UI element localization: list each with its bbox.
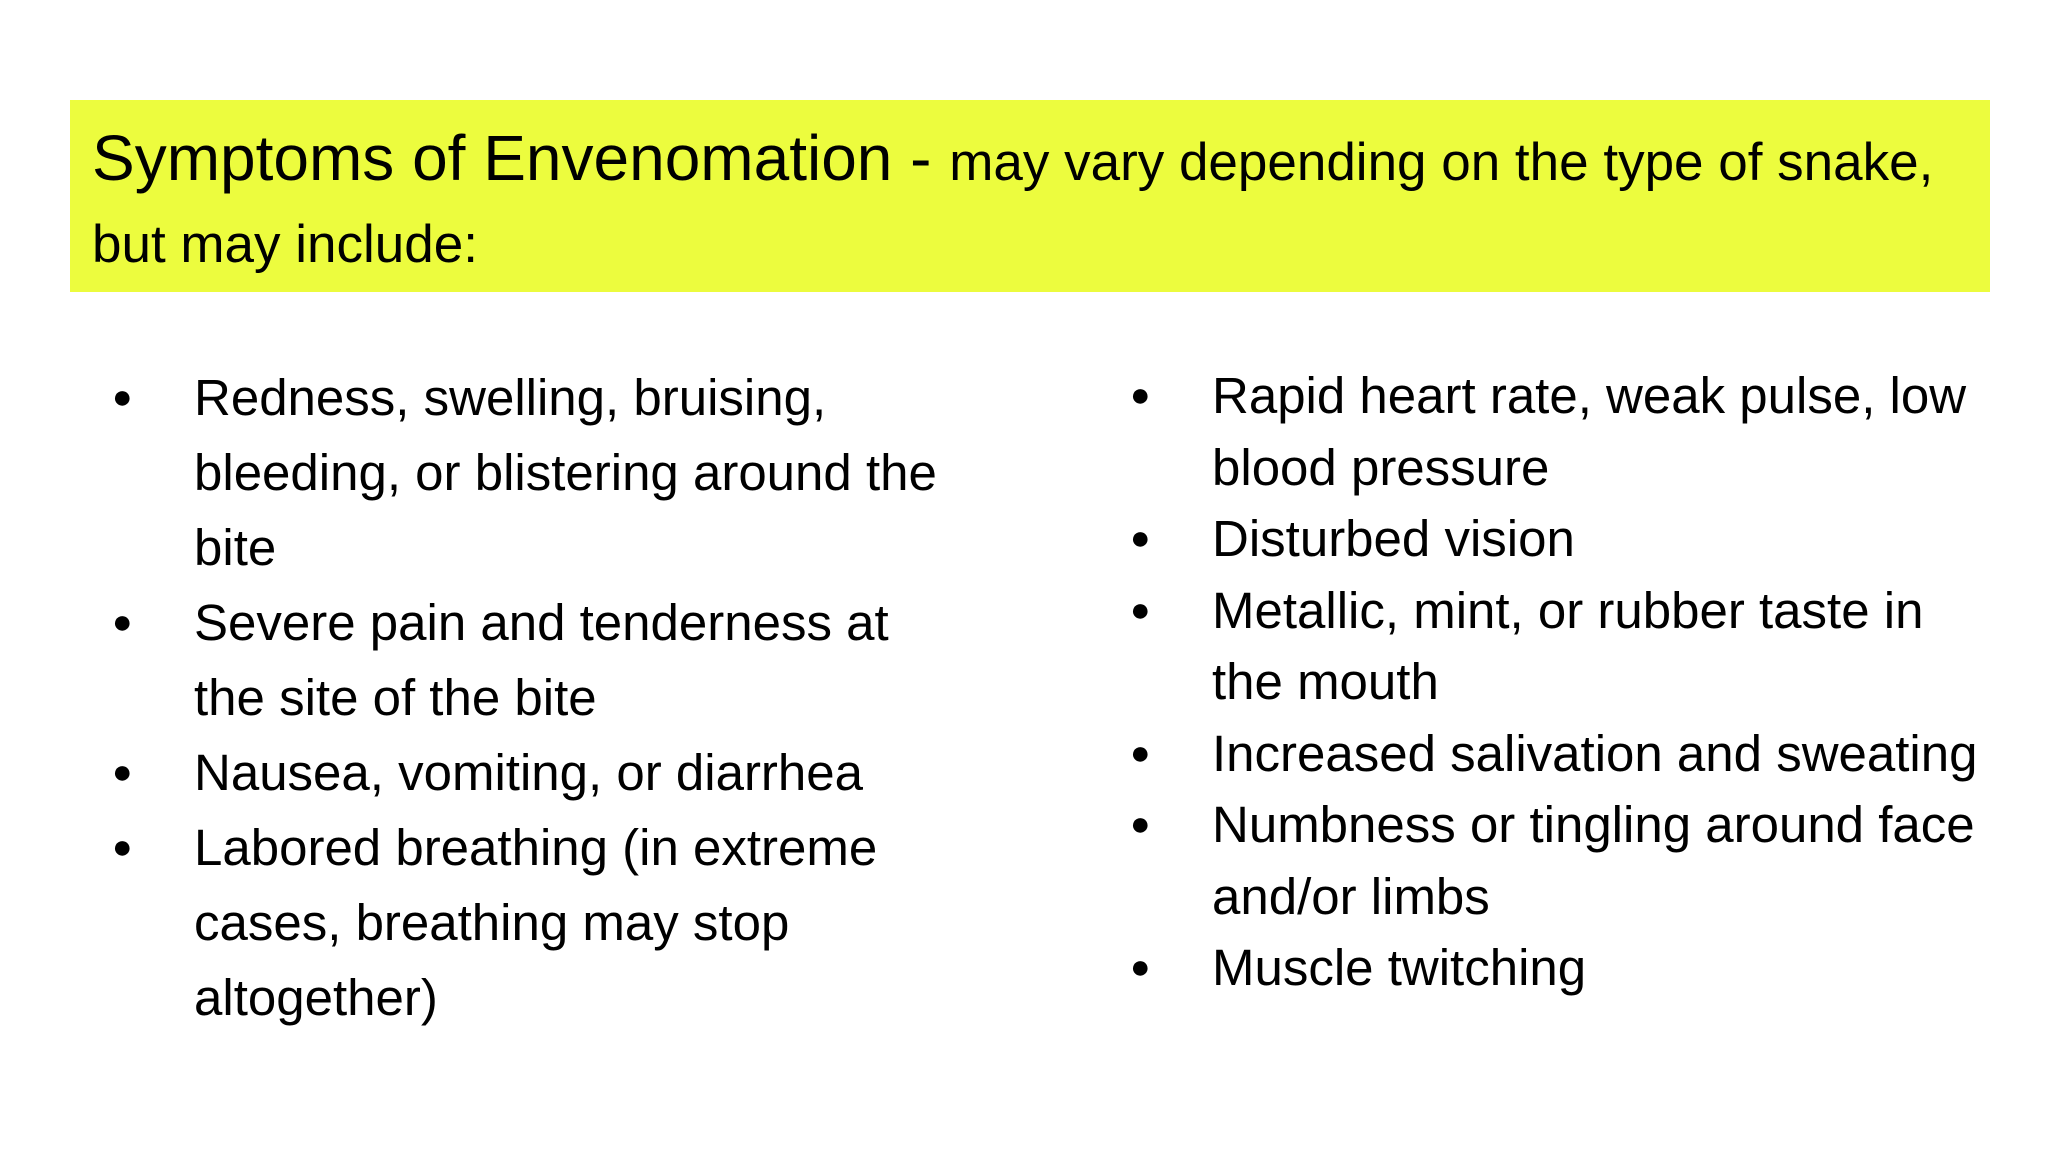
bullet-icon: ●	[1130, 376, 1151, 414]
list-item	[112, 585, 972, 735]
right-bullet-list	[1130, 360, 1990, 1004]
list-item-text: Disturbed vision	[1212, 510, 1575, 567]
left-bullet-list	[112, 360, 972, 1035]
bullet-icon: ●	[1130, 590, 1151, 629]
slide-title	[92, 120, 1968, 289]
bullet-icon: ●	[1130, 733, 1151, 772]
title-main-text: Symptoms of Envenomation -	[92, 122, 950, 194]
list-item	[1130, 503, 1990, 575]
list-item	[1130, 575, 1990, 718]
list-item	[1130, 360, 1990, 503]
list-item	[112, 360, 972, 585]
bullet-icon: ●	[1130, 519, 1151, 557]
list-item	[1130, 932, 1990, 1004]
bullet-icon: ●	[112, 753, 133, 791]
bullet-icon: ●	[112, 378, 133, 416]
list-item-text: Rapid heart rate, weak pulse, low blood pressure	[1212, 367, 1967, 496]
list-item-text: Muscle twitching	[1212, 939, 1587, 996]
list-item-text: Metallic, mint, or rubber taste in the mouth	[1212, 581, 1924, 710]
bullet-icon: ●	[112, 828, 133, 866]
bullet-icon: ●	[112, 603, 133, 641]
bullet-icon: ●	[1130, 805, 1151, 843]
bullet-icon: ●	[1130, 948, 1151, 986]
list-item-text: Labored breathing (in extreme cases, breathing may stop altogether)	[194, 819, 878, 1026]
list-item	[1130, 718, 1990, 790]
list-item-text: Numbness or tingling around face and/or limbs	[1212, 796, 1975, 925]
list-item	[112, 735, 972, 810]
title-subtitle-text: may vary depending on the type of snake, but may include:	[92, 133, 1934, 274]
list-item-text: Severe pain and tenderness at the site of the bite	[194, 594, 889, 726]
list-item	[1130, 789, 1990, 932]
title-banner	[70, 100, 1990, 292]
list-item-text: Redness, swelling, bruising, bleeding, or blistering around the bite	[194, 369, 937, 576]
list-item-text: Nausea, vomiting, or diarrhea	[194, 744, 864, 801]
list-item	[112, 810, 972, 1035]
list-item-text: Increased salivation and sweating	[1212, 724, 1978, 782]
